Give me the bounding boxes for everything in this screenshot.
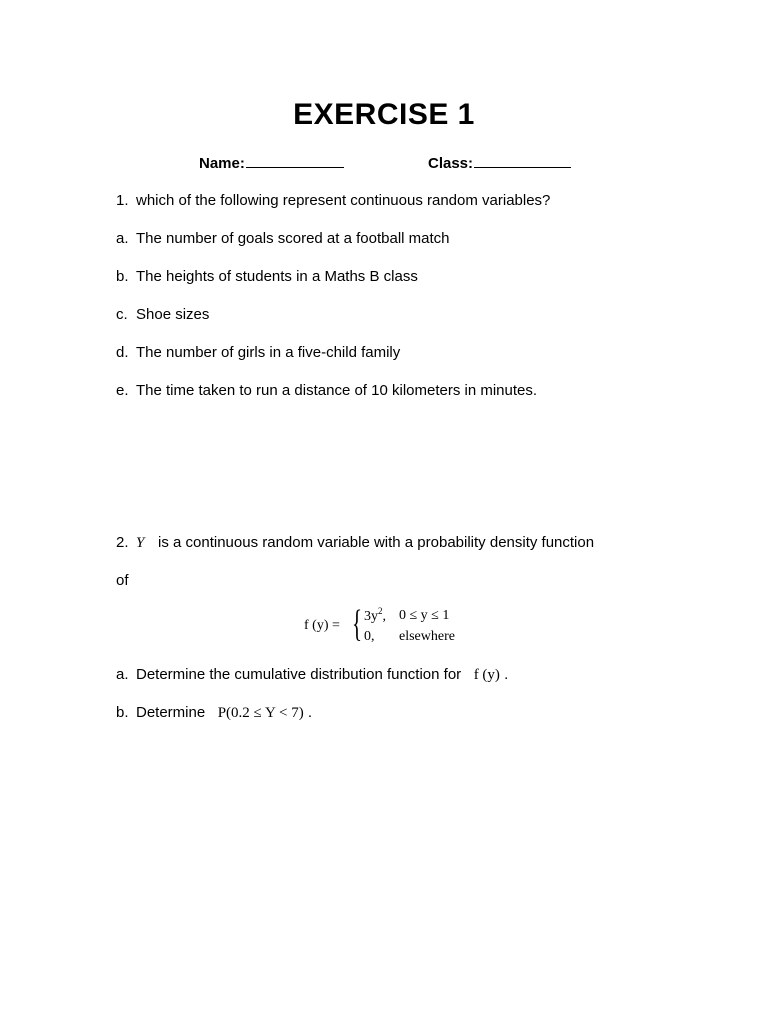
variable-y: Y <box>136 535 145 551</box>
question-number: 2. <box>116 534 129 551</box>
option-b <box>116 268 418 285</box>
piecewise-brace: { <box>352 603 363 645</box>
class-blank <box>474 153 571 168</box>
part-math: P(0.2 ≤ Y < 7) <box>217 705 304 721</box>
part-text: Determine the cumulative distribution function for <box>136 666 462 683</box>
name-label: Name: <box>199 155 245 172</box>
option-letter: c. <box>116 306 128 323</box>
option-letter: d. <box>116 344 129 361</box>
name-field <box>199 153 344 172</box>
part-letter: b. <box>116 704 129 721</box>
question-text: is a continuous random variable with a probability density function <box>158 534 595 551</box>
question-2-continued: of <box>116 572 129 589</box>
pdf-case2-condition: elsewhere <box>399 629 455 644</box>
option-letter: e. <box>116 382 129 399</box>
question-number: 1. <box>116 192 129 209</box>
option-letter: a. <box>116 230 129 247</box>
class-field <box>428 153 571 172</box>
option-a <box>116 230 450 247</box>
pdf-lhs: f (y) = <box>304 618 340 633</box>
part-b: b. Determine P(0.2 ≤ Y < 7) . <box>116 704 313 721</box>
part-text: Determine <box>136 704 206 721</box>
page-title: EXERCISE 1 <box>293 98 475 131</box>
pdf-case1-condition: 0 ≤ y ≤ 1 <box>399 608 450 623</box>
option-text: The number of goals scored at a football match <box>136 230 450 247</box>
part-letter: a. <box>116 666 129 683</box>
option-d <box>116 344 400 361</box>
pdf-formula <box>304 604 484 650</box>
question-2 <box>116 534 594 552</box>
question-text: which of the following represent continuous random variables? <box>136 192 551 209</box>
option-text: The number of girls in a five-child family <box>136 344 401 361</box>
name-blank <box>246 153 344 168</box>
part-a: a. Determine the cumulative distribution function for f (y) . <box>116 666 509 683</box>
pdf-case2-value: 0, <box>364 629 375 644</box>
option-text: The time taken to run a distance of 10 kilometers in minutes. <box>136 382 538 399</box>
option-text: Shoe sizes <box>136 306 210 323</box>
pdf-case1-value: $3y^2$, <box>364 606 386 624</box>
option-e <box>116 382 537 399</box>
option-c <box>116 306 209 323</box>
option-text: The heights of students in a Maths B class <box>136 268 418 285</box>
class-label: Class: <box>428 155 474 172</box>
option-letter: b. <box>116 268 129 285</box>
part-math: f (y) <box>473 667 500 683</box>
question-1 <box>116 192 550 209</box>
